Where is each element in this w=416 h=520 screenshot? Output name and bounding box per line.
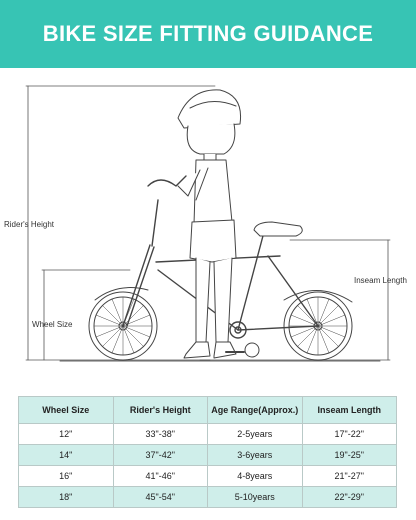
cell-inseam-length: 22"-29" (302, 487, 397, 508)
cell-riders-height: 37"-42" (113, 445, 208, 466)
cell-age-range: 4-8years (208, 466, 303, 487)
cell-age-range: 2-5years (208, 424, 303, 445)
cell-wheel-size: 18" (19, 487, 114, 508)
child-rider (178, 90, 241, 358)
header-riders-height: Rider's Height (113, 397, 208, 424)
header-age-range: Age Range(Approx.) (208, 397, 303, 424)
riders-height-label: Rider's Height (4, 220, 54, 229)
header-banner (0, 0, 416, 68)
training-wheel (245, 343, 259, 357)
bike-seat (254, 222, 302, 236)
size-table (18, 396, 397, 508)
cell-wheel-size: 14" (19, 445, 114, 466)
table-row (19, 487, 397, 508)
bike-fitting-illustration (0, 68, 416, 390)
cell-wheel-size: 12" (19, 424, 114, 445)
table-row (19, 424, 397, 445)
cell-age-range: 3-6years (208, 445, 303, 466)
rider-bike-drawing (0, 68, 416, 390)
cell-inseam-length: 21"-27" (302, 466, 397, 487)
cell-age-range: 5-10years (208, 487, 303, 508)
header-inseam-length: Inseam Length (302, 397, 397, 424)
cell-inseam-length: 19"-25" (302, 445, 397, 466)
table-row (19, 466, 397, 487)
wheel-size-label: Wheel Size (32, 320, 73, 329)
page-title: BIKE SIZE FITTING GUIDANCE (42, 21, 374, 46)
header-wheel-size: Wheel Size (19, 397, 114, 424)
size-table-container (18, 396, 397, 504)
table-row (19, 445, 397, 466)
table-header-row (19, 397, 397, 424)
inseam-length-label: Inseam Length (354, 276, 407, 285)
cell-inseam-length: 17"-22" (302, 424, 397, 445)
cell-riders-height: 41"-46" (113, 466, 208, 487)
cell-riders-height: 45"-54" (113, 487, 208, 508)
cell-wheel-size: 16" (19, 466, 114, 487)
cell-riders-height: 33"-38" (113, 424, 208, 445)
